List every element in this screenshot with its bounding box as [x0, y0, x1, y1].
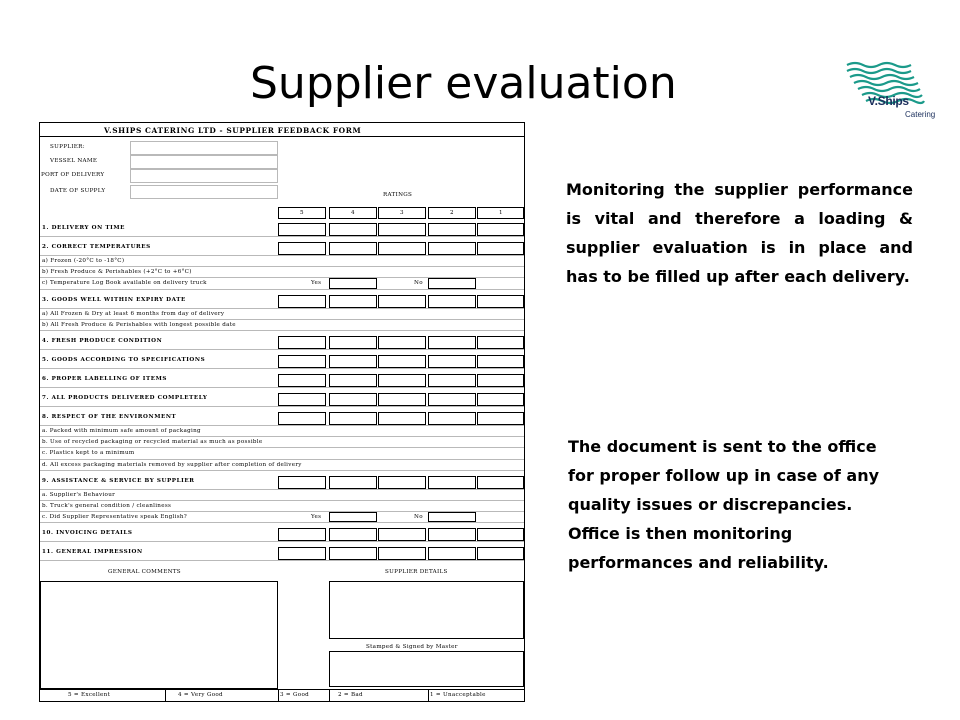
sub-item-label: b) Fresh Produce & Perishables (+2°C to +6°C) [42, 269, 192, 276]
rating-number: 2 [450, 210, 454, 216]
rating-checkbox[interactable] [378, 476, 426, 489]
general-comments-box[interactable] [40, 581, 278, 689]
legend-separator [278, 689, 279, 701]
rating-checkbox[interactable] [329, 223, 377, 236]
rating-checkbox[interactable] [329, 336, 377, 349]
rating-checkbox[interactable] [428, 412, 476, 425]
row-divider [40, 289, 524, 290]
rating-checkbox[interactable] [428, 295, 476, 308]
rating-checkbox[interactable] [329, 355, 377, 368]
row-divider [40, 349, 524, 350]
sub-item-label: a. Supplier's Behaviour [42, 491, 116, 498]
rating-checkbox[interactable] [428, 476, 476, 489]
row-divider [40, 368, 524, 369]
sub-item-label: a) All Frozen & Dry at least 6 months from day of delivery [42, 310, 225, 317]
general-comments-label: GENERAL COMMENTS [108, 569, 181, 576]
no-checkbox[interactable] [428, 512, 476, 522]
rating-number: 1 [499, 210, 503, 216]
row-divider [40, 330, 524, 331]
rating-checkbox[interactable] [329, 295, 377, 308]
section-label: 1. DELIVERY ON TIME [42, 225, 126, 231]
rating-checkbox[interactable] [428, 547, 476, 560]
row-divider [40, 255, 524, 256]
form-field-input[interactable] [130, 169, 278, 183]
rating-checkbox[interactable] [278, 242, 326, 255]
rating-checkbox[interactable] [477, 528, 524, 541]
form-field-input[interactable] [130, 141, 278, 155]
row-divider [40, 308, 524, 309]
rating-checkbox[interactable] [477, 223, 524, 236]
rating-checkbox[interactable] [378, 528, 426, 541]
form-title: V.SHIPS CATERING LTD - SUPPLIER FEEDBACK FORM [104, 126, 362, 135]
rating-checkbox[interactable] [477, 547, 524, 560]
section-label: 9. ASSISTANCE & SERVICE BY SUPPLIER [42, 477, 195, 484]
section-label: 6. PROPER LABELLING OF ITEMS [42, 376, 168, 382]
yes-checkbox[interactable] [329, 278, 377, 288]
form-field-label: SUPPLIER: [50, 144, 85, 150]
rating-checkbox[interactable] [278, 528, 326, 541]
rating-checkbox[interactable] [428, 336, 476, 349]
rating-checkbox[interactable] [477, 242, 524, 255]
row-divider [40, 541, 524, 542]
section-label: 4. FRESH PRODUCE CONDITION [42, 338, 163, 344]
rating-checkbox[interactable] [428, 528, 476, 541]
sub-item-label: b. Truck's general condition / cleanliness [42, 503, 172, 509]
rating-checkbox[interactable] [477, 295, 524, 308]
row-divider [40, 489, 524, 490]
rating-checkbox[interactable] [378, 412, 426, 425]
no-checkbox[interactable] [428, 278, 476, 288]
rating-checkbox[interactable] [278, 374, 326, 387]
section-label: 2. CORRECT TEMPERATURES [42, 244, 151, 250]
form-field-input[interactable] [130, 185, 278, 199]
rating-number: 3 [400, 210, 404, 216]
rating-checkbox[interactable] [278, 547, 326, 560]
rating-checkbox[interactable] [378, 336, 426, 349]
legend-separator [428, 689, 429, 701]
yes-label: Yes [311, 514, 322, 521]
rating-checkbox[interactable] [477, 374, 524, 387]
rating-checkbox[interactable] [278, 476, 326, 489]
rating-checkbox[interactable] [477, 336, 524, 349]
rating-checkbox[interactable] [378, 355, 426, 368]
rating-checkbox[interactable] [428, 355, 476, 368]
legend-separator [329, 689, 330, 701]
rating-checkbox[interactable] [329, 476, 377, 489]
row-divider [40, 425, 524, 426]
rating-checkbox[interactable] [278, 295, 326, 308]
rating-checkbox[interactable] [428, 393, 476, 406]
rating-checkbox[interactable] [428, 223, 476, 236]
rating-checkbox[interactable] [477, 476, 524, 489]
rating-checkbox[interactable] [378, 223, 426, 236]
rating-checkbox[interactable] [329, 242, 377, 255]
yes-label: Yes [311, 280, 322, 287]
rating-number: 5 [300, 210, 304, 216]
form-title-divider [40, 136, 524, 137]
row-divider [40, 560, 524, 561]
stamp-signature-box[interactable] [329, 651, 524, 687]
rating-checkbox[interactable] [378, 393, 426, 406]
rating-checkbox[interactable] [329, 393, 377, 406]
no-label: No [414, 514, 423, 521]
sub-item-label: b. Use of recycled packaging or recycled material as much as possible [42, 439, 263, 446]
row-divider [40, 459, 524, 460]
form-field-label: VESSEL NAME [50, 158, 98, 164]
rating-checkbox[interactable] [428, 374, 476, 387]
rating-checkbox[interactable] [477, 412, 524, 425]
row-divider [40, 470, 524, 471]
row-divider [40, 447, 524, 448]
legend-item: 4 = Very Good [178, 692, 223, 698]
legend-item: 5 = Excellent [68, 692, 111, 698]
section-label: 8. RESPECT OF THE ENVIRONMENT [42, 414, 177, 420]
section-label: 5. GOODS ACCORDING TO SPECIFICATIONS [42, 357, 206, 363]
logo-subtitle: Catering [905, 110, 936, 119]
section-label: 7. ALL PRODUCTS DELIVERED COMPLETELY [42, 395, 208, 401]
row-divider [40, 266, 524, 267]
sub-item-label: b) All Fresh Produce & Perishables with longest possible date [42, 321, 236, 328]
supplier-feedback-form [39, 122, 525, 702]
logo-name: V.Ships [868, 94, 909, 108]
section-label: 3. GOODS WELL WITHIN EXPIRY DATE [42, 296, 186, 303]
rating-checkbox[interactable] [278, 336, 326, 349]
rating-number: 4 [351, 210, 355, 216]
rating-checkbox[interactable] [428, 242, 476, 255]
slide-title: Supplier evaluation [250, 58, 677, 109]
rating-checkbox[interactable] [329, 528, 377, 541]
sub-item-label: d. All excess packaging materials removed by supplier after completion of delivery [42, 461, 302, 468]
yes-checkbox[interactable] [329, 512, 377, 522]
row-divider [40, 236, 524, 237]
row-divider [40, 436, 524, 437]
row-divider [40, 406, 524, 407]
legend-separator [165, 689, 166, 701]
rating-checkbox[interactable] [278, 412, 326, 425]
rating-checkbox[interactable] [329, 412, 377, 425]
rating-checkbox[interactable] [378, 547, 426, 560]
legend-divider [40, 689, 524, 690]
rating-checkbox[interactable] [278, 355, 326, 368]
section-label: 10. INVOICING DETAILS [42, 530, 133, 537]
legend-item: 2 = Bad [338, 692, 363, 698]
sub-item-label: c. Did Supplier Representative speak English? [42, 514, 188, 521]
row-divider [40, 522, 524, 523]
paragraph-office: The document is sent to the office for proper follow up in case of any quality issues or discrepancies. Office is then monitoring performances and reliability. [568, 437, 880, 572]
rating-checkbox[interactable] [477, 393, 524, 406]
section-label: 11. GENERAL IMPRESSION [42, 549, 143, 556]
no-label: No [414, 280, 423, 287]
paragraph-monitoring: Monitoring the supplier performance is vital and therefore a loading & supplier evaluation is in place and has to be filled up after each delivery. [566, 180, 913, 286]
row-divider [40, 387, 524, 388]
supplier-details-box[interactable] [329, 581, 524, 639]
rating-checkbox[interactable] [378, 295, 426, 308]
rating-checkbox[interactable] [477, 355, 524, 368]
stamped-signed-label: Stamped & Signed by Master [366, 644, 458, 651]
ratings-label: RATINGS [383, 192, 413, 198]
sub-item-label: c) Temperature Log Book available on delivery truck [42, 280, 207, 287]
legend-item: 3 = Good [280, 692, 309, 698]
rating-checkbox[interactable] [278, 393, 326, 406]
rating-checkbox[interactable] [329, 374, 377, 387]
rating-checkbox[interactable] [378, 242, 426, 255]
sub-item-label: a) Frozen (-20°C to -18°C) [42, 258, 125, 264]
legend-item: 1 = Unacceptable [430, 692, 486, 698]
form-field-label: PORT OF DELIVERY [41, 172, 105, 178]
row-divider [40, 319, 524, 320]
supplier-details-label: SUPPLIER DETAILS [385, 569, 448, 576]
form-field-label: DATE OF SUPPLY [50, 188, 106, 194]
rating-checkbox[interactable] [278, 223, 326, 236]
sub-item-label: c. Plastics kept to a minimum [42, 450, 135, 457]
rating-checkbox[interactable] [378, 374, 426, 387]
row-divider [40, 500, 524, 501]
form-field-input[interactable] [130, 155, 278, 169]
rating-checkbox[interactable] [329, 547, 377, 560]
sub-item-label: a. Packed with minimum safe amount of packaging [42, 428, 201, 434]
